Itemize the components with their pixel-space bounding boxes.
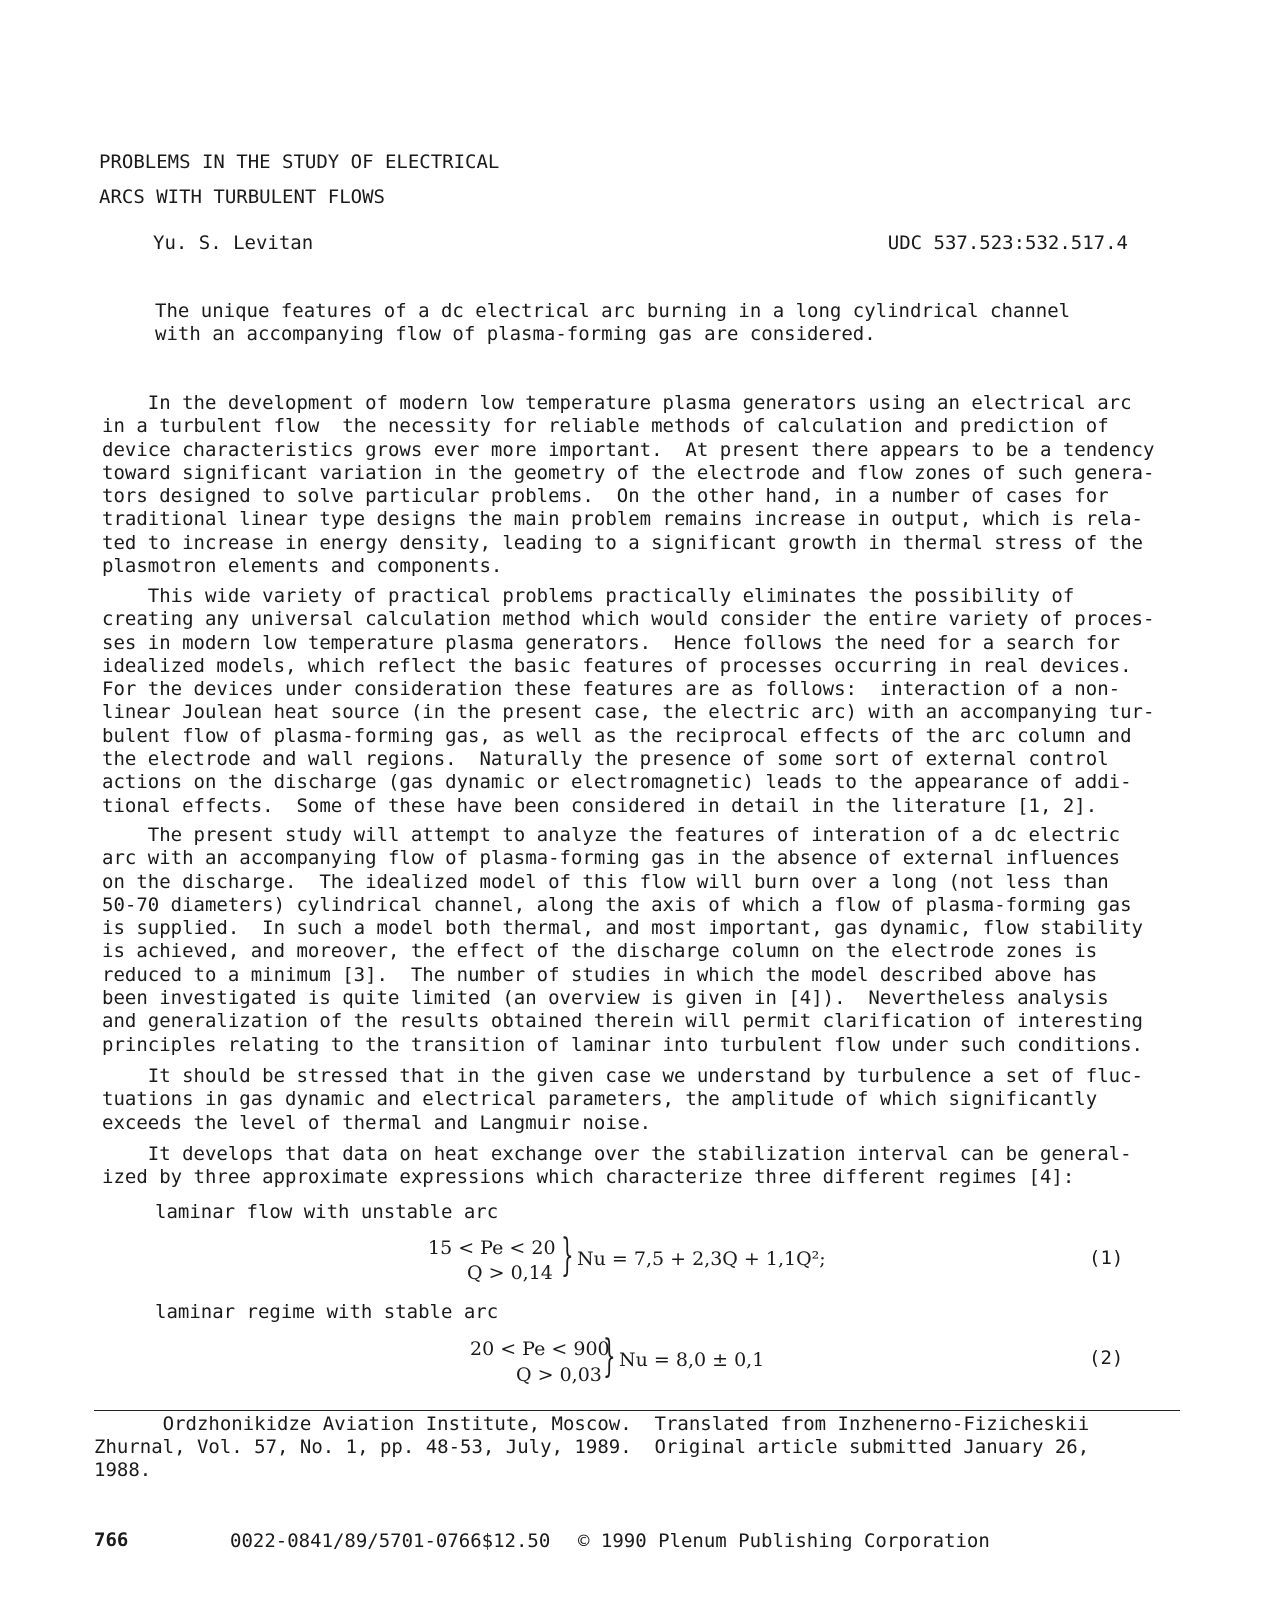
copyright: © 1990 Plenum Publishing Corporation xyxy=(578,1530,990,1552)
text-line: and generalization of the results obtained therein will permit clarification of interesting xyxy=(102,1010,1143,1033)
text-line: arc with an accompanying flow of plasma-forming gas in the absence of external influences xyxy=(102,847,1121,870)
text-line: is achieved, and moreover, the effect of the discharge column on the electrode zones is xyxy=(102,940,1098,963)
abstract-line: The unique features of a dc electrical arc burning in a long cylindrical channel xyxy=(155,300,1071,322)
abstract-line: with an accompanying flow of plasma-forming gas are considered. xyxy=(155,323,876,345)
regime-2-label: laminar regime with stable arc xyxy=(155,1301,499,1323)
author: Yu. S. Levitan xyxy=(153,232,314,254)
paragraph-4 xyxy=(102,1065,1180,1135)
text-line: traditional linear type designs the main problem remains increase in output, which is rela- xyxy=(102,508,1143,531)
text-line: ized by three approximate expressions which characterize three different regimes [4]: xyxy=(102,1166,1075,1189)
eq2-condition-top: 20 < Pe < 900 xyxy=(470,1338,610,1360)
text-line: been investigated is quite limited (an overview is given in [4]). Nevertheless analysis xyxy=(102,987,1109,1010)
eq1-brace: } xyxy=(561,1230,574,1281)
text-line: This wide variety of practical problems practically eliminates the possibility of xyxy=(102,585,1075,607)
footnote-line: Zhurnal, Vol. 57, No. 1, pp. 48-53, July, 1989. Original article submitted January 26, xyxy=(94,1436,1090,1458)
eq2-rhs: Nu = 8,0 ± 0,1 xyxy=(619,1349,765,1371)
text-line: exceeds the level of thermal and Langmuir noise. xyxy=(102,1111,652,1134)
title-line-2: ARCS WITH TURBULENT FLOWS xyxy=(99,186,385,208)
text-line: linear Joulean heat source (in the present case, the electric arc) with an accompanying tur- xyxy=(102,701,1155,724)
text-line: tuations in gas dynamic and electrical parameters, the amplitude of which significantly xyxy=(102,1088,1098,1111)
text-line: the electrode and wall regions. Naturally the presence of some sort of external control xyxy=(102,748,1109,771)
text-line: It develops that data on heat exchange over the stabilization interval can be general- xyxy=(102,1143,1132,1165)
text-line: actions on the discharge (gas dynamic or electromagnetic) leads to the appearance of addi- xyxy=(102,771,1132,794)
paragraph-1 xyxy=(102,392,1180,578)
paragraph-3 xyxy=(102,824,1180,1057)
text-line: bulent flow of plasma-forming gas, as well as the reciprocal effects of the arc column and xyxy=(102,724,1132,747)
text-line: idealized models, which reflect the basic features of processes occurring in real devices. xyxy=(102,654,1132,677)
text-line: ses in modern low temperature plasma generators. Hence follows the need for a search for xyxy=(102,631,1121,654)
abstract xyxy=(155,300,1070,346)
regime-1-label: laminar flow with unstable arc xyxy=(155,1201,499,1223)
text-line: tional effects. Some of these have been considered in detail in the literature [1, 2]. xyxy=(102,794,1098,817)
text-line: tors designed to solve particular problems. On the other hand, in a number of cases for xyxy=(102,485,1109,508)
text-line: The present study will attempt to analyze the features of interation of a dc electric xyxy=(102,824,1121,846)
udc-code: UDC 537.523:532.517.4 xyxy=(887,232,1128,254)
eq1-number: (1) xyxy=(1089,1247,1124,1269)
text-line: creating any universal calculation method which would consider the entire variety of proces- xyxy=(102,608,1155,631)
article-code: 0022-0841/89/5701-0766$12.50 xyxy=(230,1530,551,1552)
eq2-brace: } xyxy=(603,1331,616,1382)
text-line: For the devices under consideration these features are as follows: interaction of a non- xyxy=(102,678,1121,701)
text-line: It should be stressed that in the given case we understand by turbulence a set of fluc- xyxy=(102,1065,1143,1087)
text-line: principles relating to the transition of laminar into turbulent flow under such conditions. xyxy=(102,1033,1143,1056)
footnote-line: 1988. xyxy=(94,1459,152,1481)
text-line: device characteristics grows ever more important. At present there appears to be a tendency xyxy=(102,438,1155,461)
text-line: in a turbulent flow the necessity for reliable methods of calculation and prediction of xyxy=(102,415,1109,438)
text-line: on the discharge. The idealized model of this flow will burn over a long (not less than xyxy=(102,870,1109,893)
footnote xyxy=(94,1413,1089,1482)
text-line: ted to increase in energy density, leading to a significant growth in thermal stress of the xyxy=(102,531,1143,554)
text-line: In the development of modern low temperature plasma generators using an electrical arc xyxy=(102,392,1132,414)
eq1-condition-bottom: Q > 0,14 xyxy=(467,1262,553,1284)
eq1-rhs: Nu = 7,5 + 2,3Q + 1,1Q²; xyxy=(577,1248,826,1270)
paragraph-2 xyxy=(102,585,1180,818)
eq1-condition-top: 15 < Pe < 20 xyxy=(428,1237,556,1259)
text-line: plasmotron elements and components. xyxy=(102,555,503,578)
eq2-condition-bottom: Q > 0,03 xyxy=(516,1364,602,1386)
footnote-line: Ordzhonikidze Aviation Institute, Moscow. Translated from Inzhenerno-Fizicheskii xyxy=(94,1413,1090,1435)
text-line: toward significant variation in the geometry of the electrode and flow zones of such genera- xyxy=(102,461,1155,484)
title-line-1: PROBLEMS IN THE STUDY OF ELECTRICAL xyxy=(99,151,500,173)
paragraph-5 xyxy=(102,1143,1180,1190)
text-line: is supplied. In such a model both thermal, and most important, gas dynamic, flow stability xyxy=(102,917,1143,940)
eq2-number: (2) xyxy=(1089,1347,1124,1369)
text-line: reduced to a minimum [3]. The number of studies in which the model described above has xyxy=(102,963,1098,986)
page-number: 766 xyxy=(94,1529,129,1551)
text-line: 50-70 diameters) cylindrical channel, along the axis of which a flow of plasma-forming gas xyxy=(102,893,1132,916)
footnote-divider xyxy=(94,1410,1180,1411)
